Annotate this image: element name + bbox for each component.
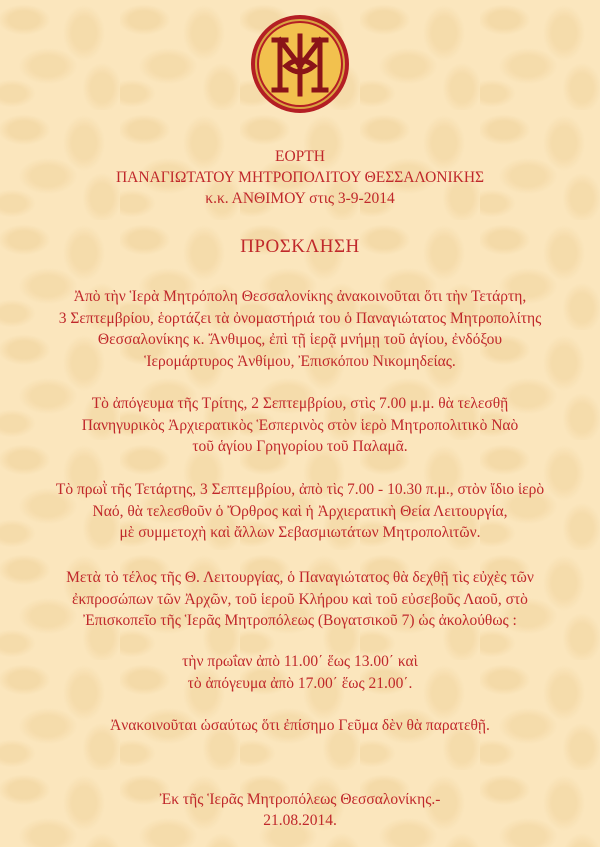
title-line: ΕΟΡΤΗ	[275, 148, 325, 165]
monogram-glyph	[274, 36, 326, 94]
paragraph-line: τὴν πρωΐαν ἀπὸ 11.00΄ ἕως 13.00΄ καὶ	[182, 653, 418, 670]
vespers-paragraph	[20, 393, 580, 458]
paragraph-line: Τὸ πρωῒ τῆς Τετάρτης, 3 Σεπτεμβρίου, ἀπὸ τὶς 7.00 - 10.30 π.μ., στὸν ἴδιο ἱερὸ	[55, 481, 545, 498]
lunch-notice	[20, 715, 580, 737]
title-line: ΠΑΝΑΓΙΩΤΑΤΟΥ ΜΗΤΡΟΠΟΛΙΤΟΥ ΘΕΣΣΑΛΟΝΙΚΗΣ	[115, 169, 485, 186]
reception-paragraph	[20, 567, 580, 632]
invitation-heading: ΠΡΟΣΚΛΗΣΗ	[240, 236, 360, 257]
title-line: κ.κ. ΑΝΘΙΜΟΥ στις 3-9-2014	[205, 190, 395, 207]
announcement-paragraph	[20, 286, 580, 372]
paragraph-line: Ἀπὸ τὴν Ἱερὰ Μητρόπολη Θεσσαλονίκης ἀνακοινοῦται ὅτι τὴν Τετάρτη,	[73, 288, 527, 305]
paragraph-line: μὲ συμμετοχὴ καὶ ἄλλων Σεβασμιωτάτων Μητροπολιτῶν.	[119, 524, 481, 541]
paragraph-line: Μετὰ τὸ τέλος τῆς Θ. Λειτουργίας, ὁ Παναγιώτατος θὰ δεχθῇ τὶς εὐχὲς τῶν	[66, 569, 534, 586]
monogram-seal-icon	[250, 14, 350, 114]
paragraph-line: Ναό, θὰ τελεσθοῦν ὁ Ὄρθρος καὶ ἡ Ἀρχιερατικὴ Θεία Λειτουργία,	[92, 502, 508, 520]
signature-line: Ἐκ τῆς Ἱερᾶς Μητροπόλεως Θεσσαλονίκης.-	[159, 791, 441, 808]
paragraph-line: τὸ ἀπόγευμα ἀπὸ 17.00΄ ἕως 21.00΄.	[187, 674, 413, 692]
paragraph-line: Ἱερομάρτυρος Ἀνθίμου, Ἐπισκόπου Νικομηδείας.	[144, 352, 456, 370]
paragraph-line: Θεσσαλονίκης κ. Ἄνθιμος, ἐπὶ τῇ ἱερᾷ μνήμῃ τοῦ ἁγίου, ἐνδόξου	[97, 331, 503, 348]
paragraph-line: 3 Σεπτεμβρίου, ἑορτάζει τὰ ὀνομαστήριά του ὁ Παναγιώτατος Μητροπολίτης	[58, 309, 542, 327]
reception-hours	[20, 651, 580, 694]
paragraph-line: Τὸ ἀπόγευμα τῆς Τρίτης, 2 Σεπτεμβρίου, στὶς 7.00 μ.μ. θὰ τελεσθῇ	[91, 395, 509, 412]
paragraph-line: Πανηγυρικὸς Ἀρχιερατικὸς Ἑσπερινὸς στὸν ἱερὸ Μητροπολιτικὸ Ναὸ	[81, 416, 519, 434]
liturgy-paragraph	[20, 479, 580, 544]
signature-date: 21.08.2014.	[263, 812, 337, 829]
paragraph-line: ἐκπροσώπων τῶν Ἀρχῶν, τοῦ ἱεροῦ Κλήρου καὶ τοῦ εὐσεβοῦς Λαοῦ, στὸ	[72, 590, 528, 608]
feast-title	[0, 146, 600, 209]
signature-block	[0, 789, 600, 831]
paragraph-line: τοῦ ἁγίου Γρηγορίου τοῦ Παλαμᾶ.	[192, 438, 408, 455]
paragraph-line: Ἐπισκοπεῖο τῆς Ἱερᾶς Μητροπόλεως (Βογατσικοῦ 7) ὡς ἀκολούθως :	[83, 612, 517, 629]
paragraph-line: Ἀνακοινοῦται ὡσαύτως ὅτι ἐπίσημο Γεῦμα δὲν θὰ παρατεθῇ.	[110, 717, 490, 734]
